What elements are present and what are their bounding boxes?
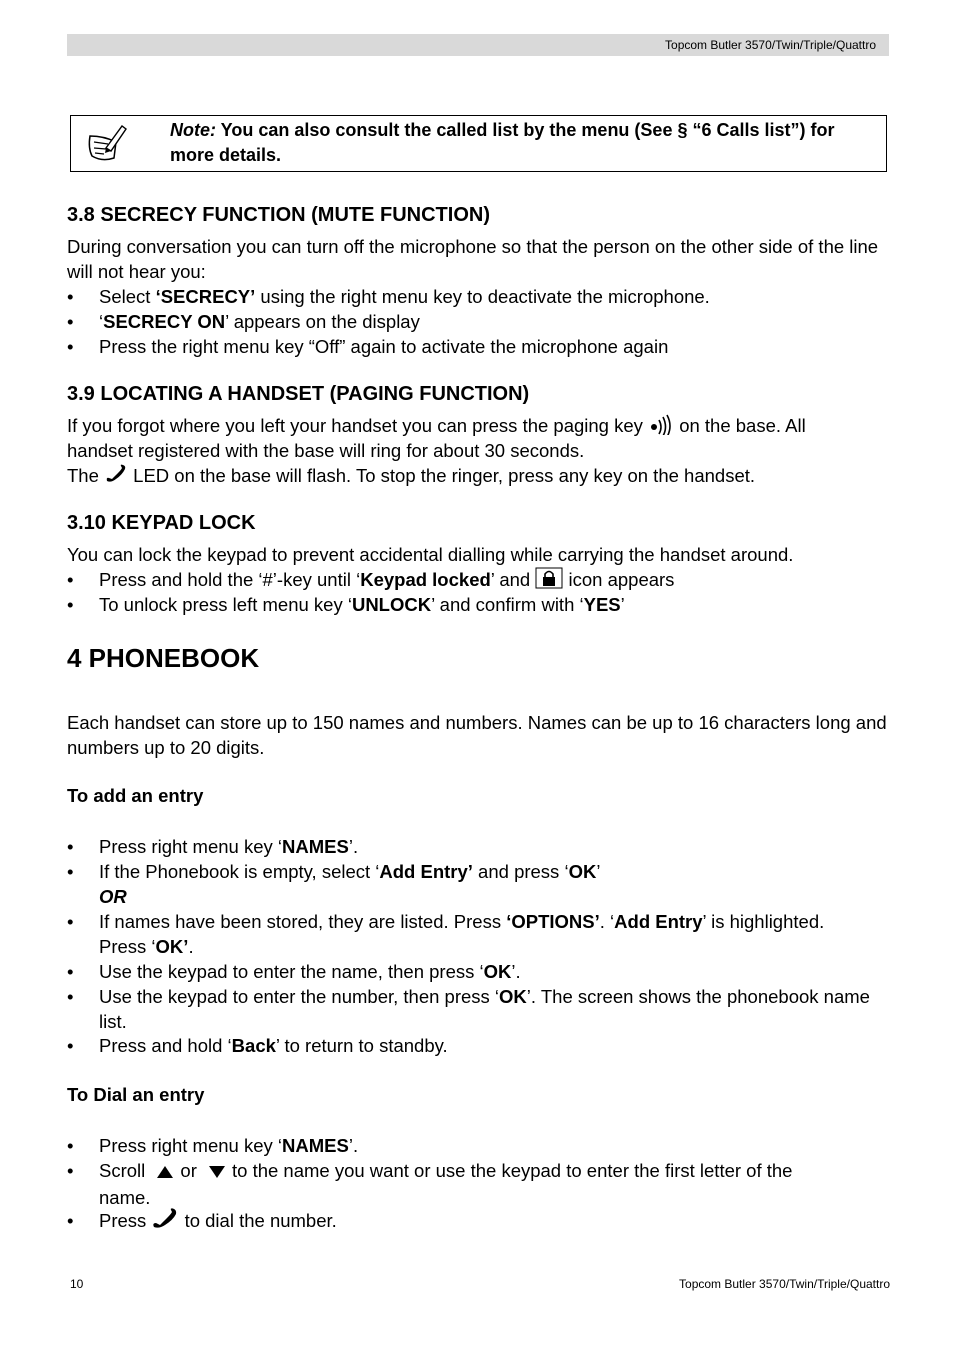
section-heading-3-9: 3.9 LOCATING A HANDSET (PAGING FUNCTION) <box>67 383 530 405</box>
section-3-9-line3: The LED on the base will flash. To stop the ringer, press any key on the handset. <box>67 463 889 490</box>
phonebook-intro: Each handset can store up to 150 names and numbers. Names can be up to 16 characters long and numbers up to 20 digits. <box>67 712 887 758</box>
section-3-9-line2: handset registered with the base will ring for about 30 seconds. <box>67 440 585 461</box>
section-heading-3-10: 3.10 KEYPAD LOCK <box>67 512 256 534</box>
section-3-8-intro: During conversation you can turn off the microphone so that the person on the other side of the line will not hear you: <box>67 236 879 282</box>
phone-handset-icon <box>104 464 128 490</box>
section-3-9-line1: If you forgot where you left your handset you can press the paging key on the base. All <box>67 413 889 441</box>
paging-key-icon <box>648 413 674 441</box>
footer-title: Topcom Butler 3570/Twin/Triple/Quattro <box>679 1277 890 1291</box>
dial-entry-heading: To Dial an entry <box>67 1084 205 1105</box>
section-heading-3-8: 3.8 SECRECY FUNCTION (MUTE FUNCTION) <box>67 204 490 226</box>
dial-phone-icon <box>151 1208 179 1236</box>
note-text: Note: You can also consult the called list by the menu (See § “6 Calls list”) for more details. <box>170 120 835 165</box>
header-title: Topcom Butler 3570/Twin/Triple/Quattro <box>665 38 876 52</box>
page-number: 10 <box>70 1277 84 1291</box>
arrow-up-icon <box>156 1160 174 1185</box>
add-entry-heading: To add an entry <box>67 785 204 806</box>
arrow-down-icon <box>208 1160 226 1185</box>
section-3-10-intro: You can lock the keypad to prevent accidental dialling while carrying the handset around. <box>67 544 794 565</box>
keypad-lock-icon <box>535 567 563 595</box>
note-pencil-icon <box>84 122 128 164</box>
chapter-heading-phonebook: 4 PHONEBOOK <box>67 643 260 673</box>
